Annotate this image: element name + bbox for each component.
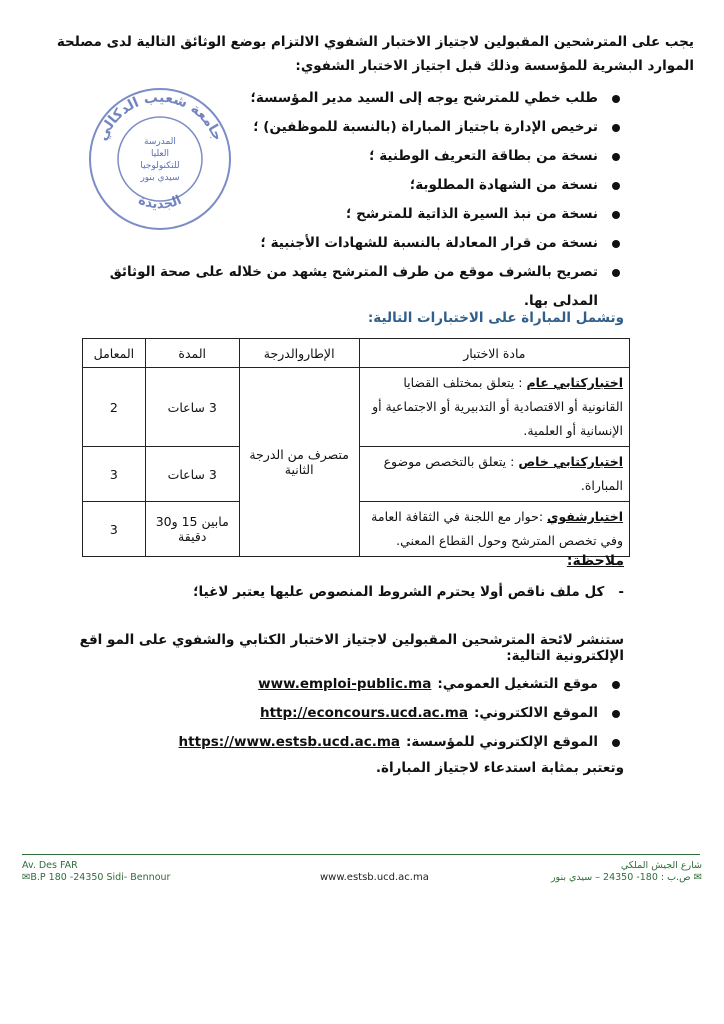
footer-address-fr bbox=[22, 860, 170, 884]
header-duration: المدة bbox=[145, 339, 239, 368]
duration-cell: 3 ساعات bbox=[145, 447, 239, 502]
table-header-row bbox=[83, 339, 630, 368]
list-item bbox=[84, 670, 624, 699]
bullet-icon bbox=[612, 182, 620, 190]
note-text: كل ملف ناقص أولا يحترم الشروط المنصوص عليها يعتبر لاغيا؛ bbox=[193, 584, 605, 600]
header-coefficient: المعامل bbox=[83, 339, 146, 368]
list-item bbox=[64, 142, 624, 171]
closing-text: وتعتبر بمثابة استدعاء لاجتياز المباراة. bbox=[375, 760, 624, 776]
stamp-center-line: العليا bbox=[150, 149, 170, 159]
footer-website[interactable]: www.estsb.ucd.ac.ma bbox=[320, 872, 429, 883]
exams-heading: وتشمل المباراة على الاختبارات التالية: bbox=[367, 310, 624, 326]
required-documents-list bbox=[64, 84, 624, 309]
bullet-icon bbox=[612, 211, 620, 219]
duration-cell: مابين 15 و30 دقيقة bbox=[145, 502, 239, 557]
bullet-icon bbox=[612, 124, 620, 132]
site-link[interactable]: www.emploi-public.ma bbox=[258, 676, 432, 692]
subject-label: اختباركتابي خاص bbox=[518, 454, 623, 469]
footer-line: Av. Des FAR bbox=[22, 860, 78, 871]
list-item bbox=[84, 699, 624, 728]
list-item-text: نسخة من بطاقة التعريف الوطنية ؛ bbox=[369, 148, 598, 164]
header-subject: مادة الاختبار bbox=[359, 339, 629, 368]
footer-line: ✉B.P 180 -24350 Sidi- Bennour bbox=[22, 872, 171, 883]
dash-marker: - bbox=[618, 584, 624, 600]
mail-icon: ✉ bbox=[693, 872, 702, 883]
bullet-icon bbox=[612, 681, 620, 689]
bullet-icon bbox=[612, 95, 620, 103]
list-item-text: نسخة من الشهادة المطلوبة؛ bbox=[409, 177, 598, 193]
footer-divider bbox=[22, 854, 700, 855]
subject-text: : يتعلق بالتخصص موضوع المباراة. bbox=[383, 454, 623, 493]
list-item bbox=[64, 200, 624, 229]
bullet-icon bbox=[612, 240, 620, 248]
list-item-text: تصريح بالشرف موقع من طرف المترشح يشهد من خلاله على صحة الوثائق المدلى بها. bbox=[109, 264, 598, 309]
site-label: الموقع الالكتروني: bbox=[474, 705, 598, 721]
coefficient-cell: 2 bbox=[83, 368, 146, 447]
intro-paragraph: يجب على المترشحين المقبولين لاجتياز الاختبار الشفوي الالتزام بوضع الوثائق التالية لدى مصلحة الموارد البشرية للمؤسسة وذلك قبل اجتياز الاختبار الشفوي: bbox=[56, 34, 694, 74]
list-item-text: نسخة من نبذ السيرة الذاتية للمترشح ؛ bbox=[346, 206, 598, 222]
list-item-text: نسخة من قرار المعادلة بالنسبة للشهادات الأجنبية ؛ bbox=[260, 235, 598, 251]
subject-cell bbox=[359, 447, 629, 502]
site-link[interactable]: http://econcours.ucd.ac.ma bbox=[259, 705, 468, 721]
list-item bbox=[64, 258, 624, 309]
header-grade: الإطاروالدرجة bbox=[239, 339, 359, 368]
table-row bbox=[83, 368, 630, 447]
list-item bbox=[64, 84, 624, 113]
stamp-center-line: المدرسة bbox=[144, 137, 176, 147]
note-item bbox=[104, 584, 624, 600]
subject-text: :حوار مع اللجنة في الثقافة العامة وفي تخصص المترشح وحول القطاع المعني. bbox=[371, 509, 623, 548]
subject-label: اختباركتابي عام bbox=[526, 375, 623, 390]
grade-cell: متصرف من الدرجة الثانية bbox=[239, 368, 359, 557]
exams-table bbox=[82, 338, 630, 557]
footer-line: شارع الجيش الملكي bbox=[620, 860, 702, 871]
site-link[interactable]: https://www.estsb.ucd.ac.ma bbox=[178, 734, 400, 750]
publish-paragraph: ستنشر لائحة المترشحين المقبولين لاجتياز الاختبار الكتابي والشفوي على المو اقع الإلكترونية التالية: bbox=[79, 632, 624, 664]
mail-icon: ✉ bbox=[22, 872, 31, 883]
subject-label: اختبارشفوي bbox=[547, 509, 623, 524]
bullet-icon bbox=[612, 739, 620, 747]
coefficient-cell: 3 bbox=[83, 502, 146, 557]
subject-cell bbox=[359, 368, 629, 447]
list-item-text: طلب خطي للمترشح يوجه إلى السيد مدير المؤسسة؛ bbox=[250, 90, 598, 106]
stamp-ring-text: جامعة شعيب الدكالي bbox=[94, 89, 226, 144]
footer-line: ✉ ص.ب : 180- 24350 – سيدي بنور bbox=[550, 872, 702, 883]
list-item bbox=[64, 229, 624, 258]
subject-text: : يتعلق بمختلف القضايا القانونية أو الاقتصادية أو التدبيرية أو الاجتماعية أو الإنسانية أو العلمية. bbox=[372, 375, 623, 438]
note-title: ملاحظة: bbox=[566, 553, 624, 569]
footer-address-ar bbox=[551, 860, 702, 884]
websites-list bbox=[84, 670, 624, 757]
coefficient-cell: 3 bbox=[83, 447, 146, 502]
bullet-icon bbox=[612, 153, 620, 161]
list-item bbox=[64, 171, 624, 200]
list-item bbox=[84, 728, 624, 757]
list-item-text: ترخيص الإدارة باجتياز المباراة (بالنسبة للموظفين) ؛ bbox=[253, 119, 598, 135]
stamp-center-line: سيدي بنور bbox=[140, 173, 180, 183]
duration-cell: 3 ساعات bbox=[145, 368, 239, 447]
stamp-bottom-text: الجديدة bbox=[136, 192, 184, 213]
list-item bbox=[64, 113, 624, 142]
site-label: موقع التشغيل العمومي: bbox=[437, 676, 598, 692]
site-label: الموقع الإلكتروني للمؤسسة: bbox=[406, 734, 598, 750]
stamp-center-line: للتكنولوجيا bbox=[140, 161, 180, 171]
bullet-icon bbox=[612, 269, 620, 277]
subject-cell bbox=[359, 502, 629, 557]
bullet-icon bbox=[612, 710, 620, 718]
